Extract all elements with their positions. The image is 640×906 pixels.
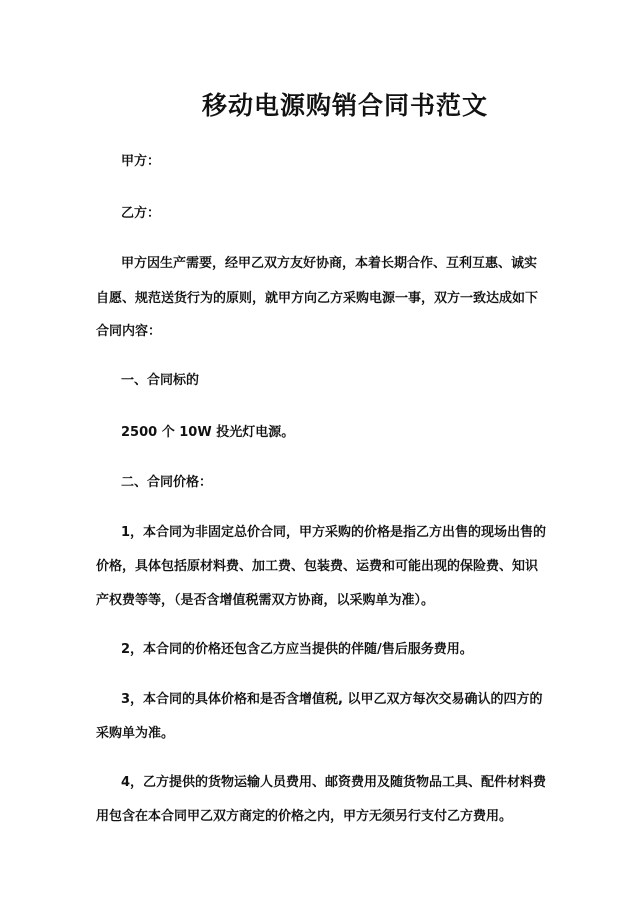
clause3-line-1: 3，本合同的具体价格和是否含增值税, 以甲乙双方每次交易确认的四方的 <box>121 692 543 707</box>
clause3-line-2: 采购单为准。 <box>96 726 175 741</box>
intro-line-1: 甲方因生产需要，经甲乙双方友好协商，本着长期合作、互利互惠、诚实 <box>121 256 538 271</box>
clause1-line-3: 产权费等等，（是否含增值税需双方协商，以采购单为准）。 <box>96 593 435 608</box>
clause4-line-1: 4，乙方提供的货物运输人员费用、邮资费用及随货物品工具、配件材料费 <box>121 775 547 790</box>
party-b-label: 乙方： <box>121 206 161 221</box>
intro-line-2: 自愿、规范送货行为的原则，就甲方向乙方采购电源一事，双方一致达成如下 <box>96 291 539 306</box>
document-title: 移动电源购销合同书范文 <box>201 91 488 120</box>
party-a-label: 甲方： <box>121 154 161 169</box>
clause1-line-1: 1，本合同为非固定总价合同，甲方采购的价格是指乙方出售的现场出售的 <box>121 525 547 540</box>
clause1-line-2: 价格，具体包括原材料费、加工费、包装费、运费和可能出现的保险费、知识 <box>96 559 539 574</box>
clause2-line-1: 2，本合同的价格还包含乙方应当提供的伴随/售后服务费用。 <box>121 642 473 657</box>
intro-line-3: 合同内容： <box>96 324 162 339</box>
section1-body: 2500 个 10W 投光灯电源。 <box>121 425 295 440</box>
clause4-line-2: 用包含在本合同甲乙双方商定的价格之内，甲方无须另行支付乙方费用。 <box>96 809 513 824</box>
section2-heading: 二、合同价格： <box>121 475 213 490</box>
section1-heading: 一、合同标的 <box>121 373 200 388</box>
